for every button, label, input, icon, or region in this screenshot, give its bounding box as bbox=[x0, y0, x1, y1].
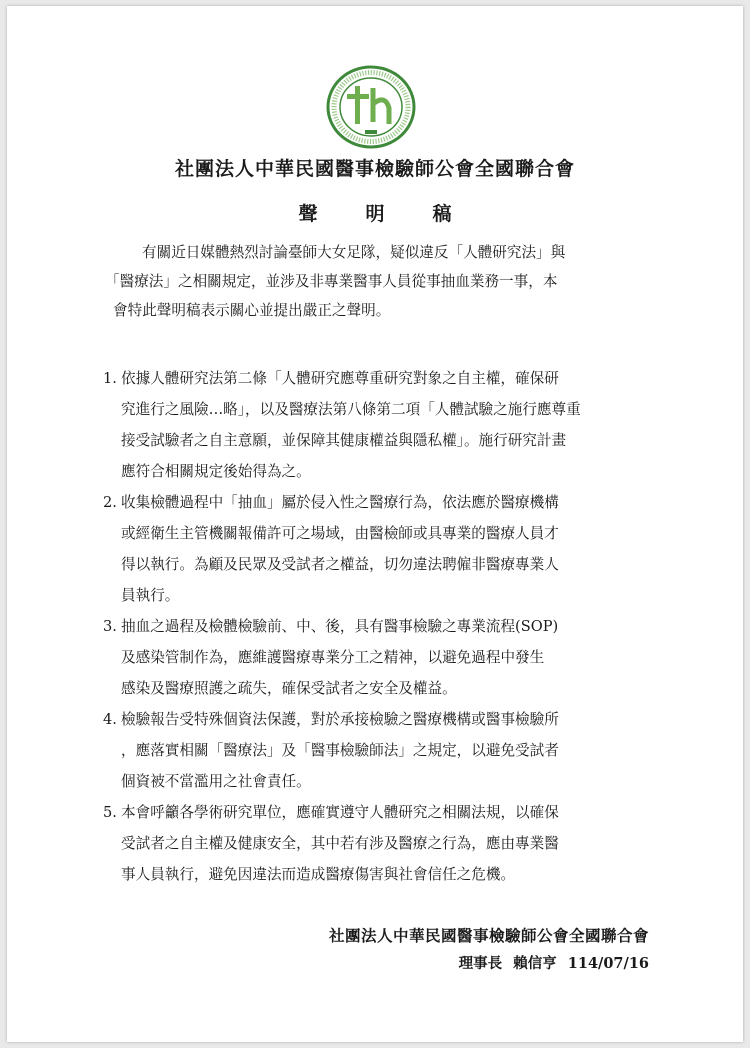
item-line: 感染及醫療照護之疏失，確保受試者之安全及權益。 bbox=[121, 680, 457, 697]
item-number: 3. bbox=[103, 618, 117, 635]
statement-item bbox=[103, 797, 649, 890]
item-line: 事人員執行，避免因違法而造成醫療傷害與社會信任之危機。 bbox=[121, 866, 516, 883]
signature-date: 114/07/16 bbox=[567, 955, 649, 972]
statement-item bbox=[103, 363, 649, 487]
item-line: 究進行之風險…略」，以及醫療法第八條第二項「人體試驗之施行應尊重 bbox=[121, 401, 581, 418]
intro-paragraph bbox=[105, 238, 649, 325]
organization-title: 社團法人中華民國醫事檢驗師公會全國聯合會 bbox=[174, 158, 575, 180]
item-line: 應符合相關規定後始得為之。 bbox=[121, 463, 311, 480]
item-number: 4. bbox=[103, 711, 117, 728]
signature-name: 賴信亨 bbox=[513, 955, 557, 972]
item-line: 接受試驗者之自主意願，並保障其健康權益與隱私權」。施行研究計畫 bbox=[121, 432, 567, 449]
item-number: 1. bbox=[103, 370, 117, 387]
item-line: ，應落實相關「醫療法」及「醫事檢驗師法」之規定，以避免受試者 bbox=[121, 742, 559, 759]
item-number: 5. bbox=[103, 804, 117, 821]
item-line: 個資被不當濫用之社會責任。 bbox=[121, 773, 311, 790]
item-line: 員執行。 bbox=[121, 587, 180, 604]
document-page bbox=[7, 6, 743, 1042]
item-line: 本會呼籲各學術研究單位，應確實遵守人體研究之相關法規，以確保 bbox=[121, 804, 559, 821]
item-line: 及感染管制作為，應維護醫療專業分工之精神，以避免過程中發生 bbox=[121, 649, 545, 666]
item-line: 受試者之自主權及健康安全，其中若有涉及醫療之行為，應由專業醫 bbox=[121, 835, 559, 852]
item-number: 2. bbox=[103, 494, 117, 511]
signature-line bbox=[307, 952, 649, 973]
document-title: 聲明稿 bbox=[298, 203, 500, 225]
intro-line: 有關近日媒體熱烈討論臺師大女足隊，疑似違反「人體研究法」與 bbox=[142, 244, 566, 261]
item-line: 抽血之過程及檢體檢驗前、中、後，具有醫事檢驗之專業流程(SOP) bbox=[121, 618, 559, 635]
item-line: 或經衛生主管機關報備許可之場域，由醫檢師或具專業的醫療人員才 bbox=[121, 525, 559, 542]
item-line: 依據人體研究法第二條「人體研究應尊重研究對象之自主權，確保研 bbox=[121, 370, 559, 387]
item-line: 得以執行。為顧及民眾及受試者之權益，切勿違法聘僱非醫療專業人 bbox=[121, 556, 559, 573]
statement-item bbox=[103, 704, 649, 797]
intro-line: 會特此聲明稿表示關心並提出嚴正之聲明。 bbox=[113, 302, 391, 319]
statement-list bbox=[103, 363, 649, 890]
statement-item bbox=[103, 611, 649, 704]
statement-item bbox=[103, 487, 649, 611]
signature-organization: 社團法人中華民國醫事檢驗師公會全國聯合會 bbox=[328, 926, 649, 945]
item-line: 檢驗報告受特殊個資法保護，對於承接檢驗之醫療機構或醫事檢驗所 bbox=[121, 711, 559, 728]
item-line: 收集檢體過程中「抽血」屬於侵入性之醫療行為，依法應於醫療機構 bbox=[121, 494, 559, 511]
association-logo-icon bbox=[325, 64, 417, 150]
signature-title: 理事長 bbox=[458, 955, 503, 972]
intro-line: 「醫療法」之相關規定，並涉及非專業醫事人員從事抽血業務一事，本 bbox=[105, 273, 558, 290]
